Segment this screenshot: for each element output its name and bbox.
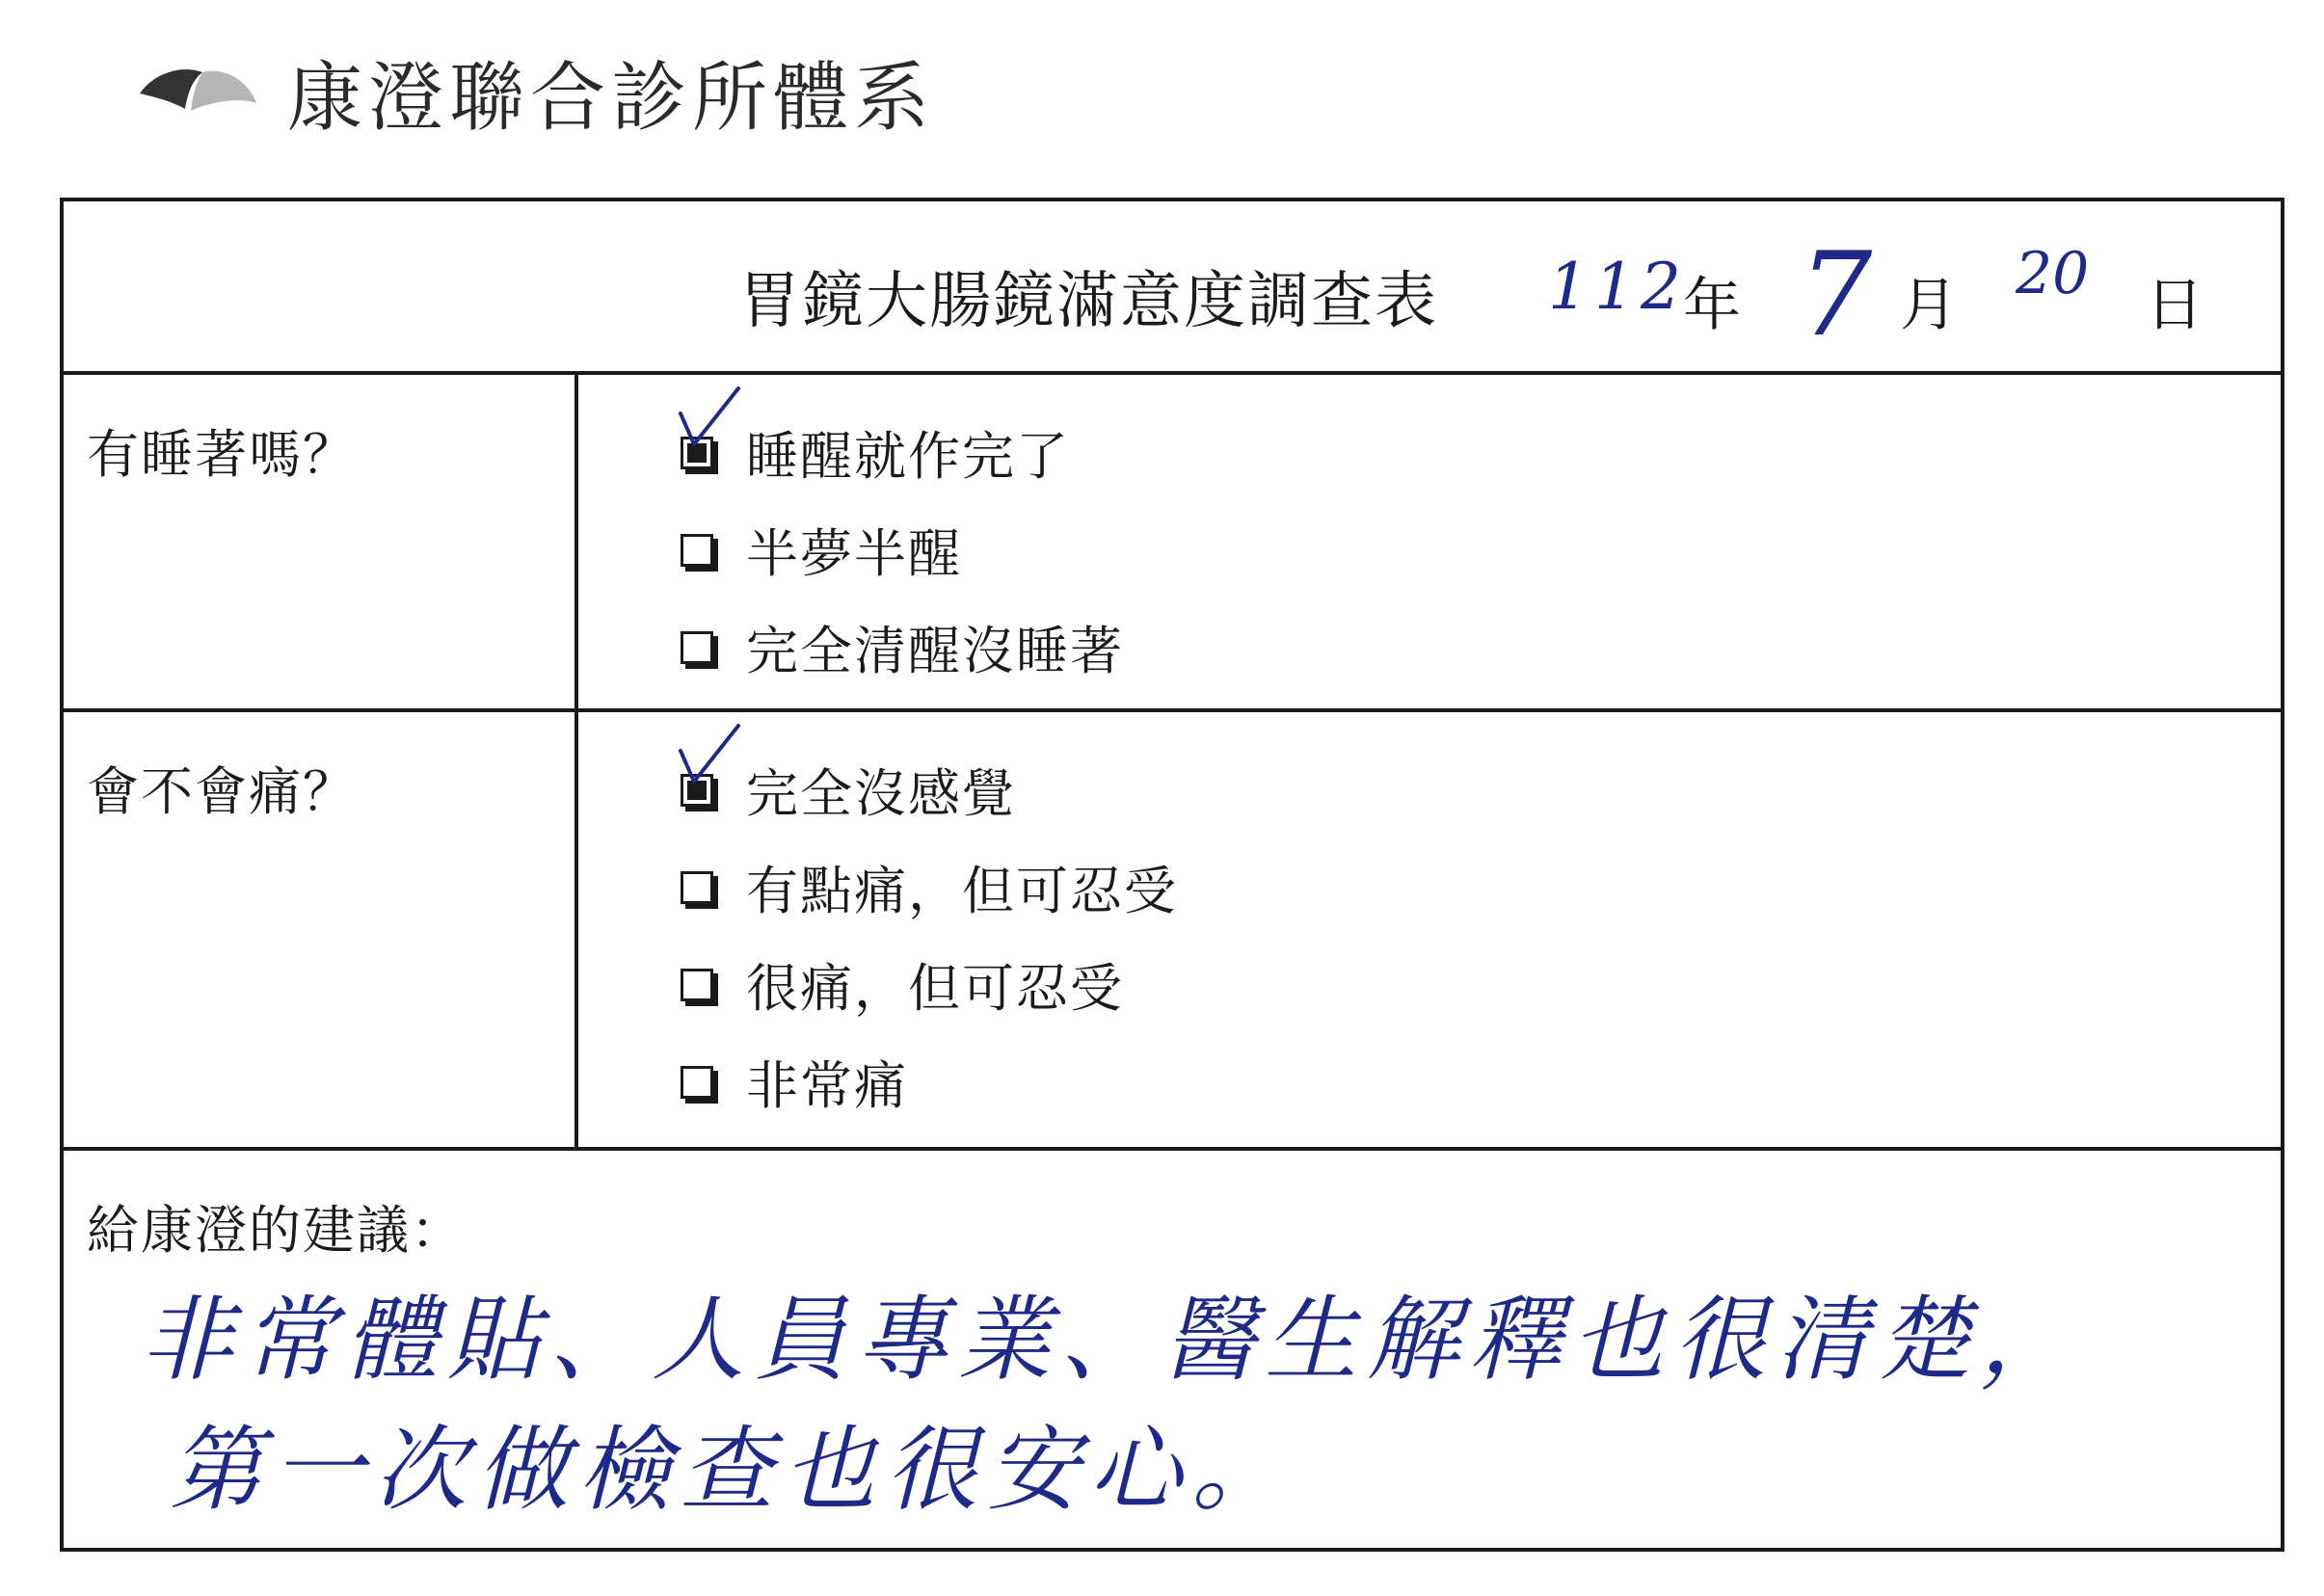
date-day-value: 20 [2016,240,2090,307]
option-label: 完全清醒沒睡著 [746,621,1124,681]
clinic-logo-icon [135,53,260,130]
question-pain: 會不會痛？ [87,761,357,822]
date-year-label: 年 [1683,272,1741,339]
question-row-pain [64,712,2281,1151]
form-title-row [64,201,2281,375]
option-label: 有點痛，但可忍受 [746,861,1178,921]
checkbox[interactable] [681,1066,713,1099]
checkmark-icon [677,722,754,799]
checkbox[interactable] [681,871,713,904]
option-item[interactable] [681,501,1124,598]
date-year-value: 112 [1548,250,1687,324]
clinic-name: 康澄聯合診所體系 [287,55,936,142]
date-month-value: 7 [1799,228,1873,362]
clinic-header [135,39,935,145]
option-item[interactable] [681,1033,1178,1130]
survey-form [60,198,2284,1552]
checkbox[interactable] [681,631,713,664]
checkmark-icon [677,385,754,462]
handwritten-suggestion-line: 第一次做檢查也很安心。 [170,1416,1294,1524]
date-month-label: 月 [1900,272,1958,339]
suggestion-row [64,1151,2281,1552]
option-label: 非常痛 [746,1055,908,1116]
option-label: 很痛，但可忍受 [746,958,1124,1019]
option-item[interactable] [681,838,1178,936]
column-divider [574,712,578,1147]
options-pain [681,741,1178,1130]
suggestion-label: 給康澄的建議： [87,1200,465,1261]
checkbox[interactable] [681,534,713,567]
option-label: 半夢半醒 [746,523,962,584]
option-label: 完全沒感覺 [746,763,1016,824]
option-label: 睡醒就作完了 [746,426,1070,487]
form-title: 胃鏡大腸鏡滿意度調查表 [738,266,1438,337]
question-row-sleep [64,375,2281,712]
question-sleep: 有睡著嗎？ [87,424,357,485]
option-item[interactable] [681,598,1124,696]
checkbox[interactable] [681,969,713,1001]
option-item[interactable] [681,936,1178,1033]
handwritten-suggestion-line: 非常體貼、人員專業、醫生解釋也很清楚， [141,1286,2082,1394]
column-divider [574,375,578,708]
option-item[interactable] [681,741,1178,838]
date-day-label: 日 [2146,272,2204,339]
